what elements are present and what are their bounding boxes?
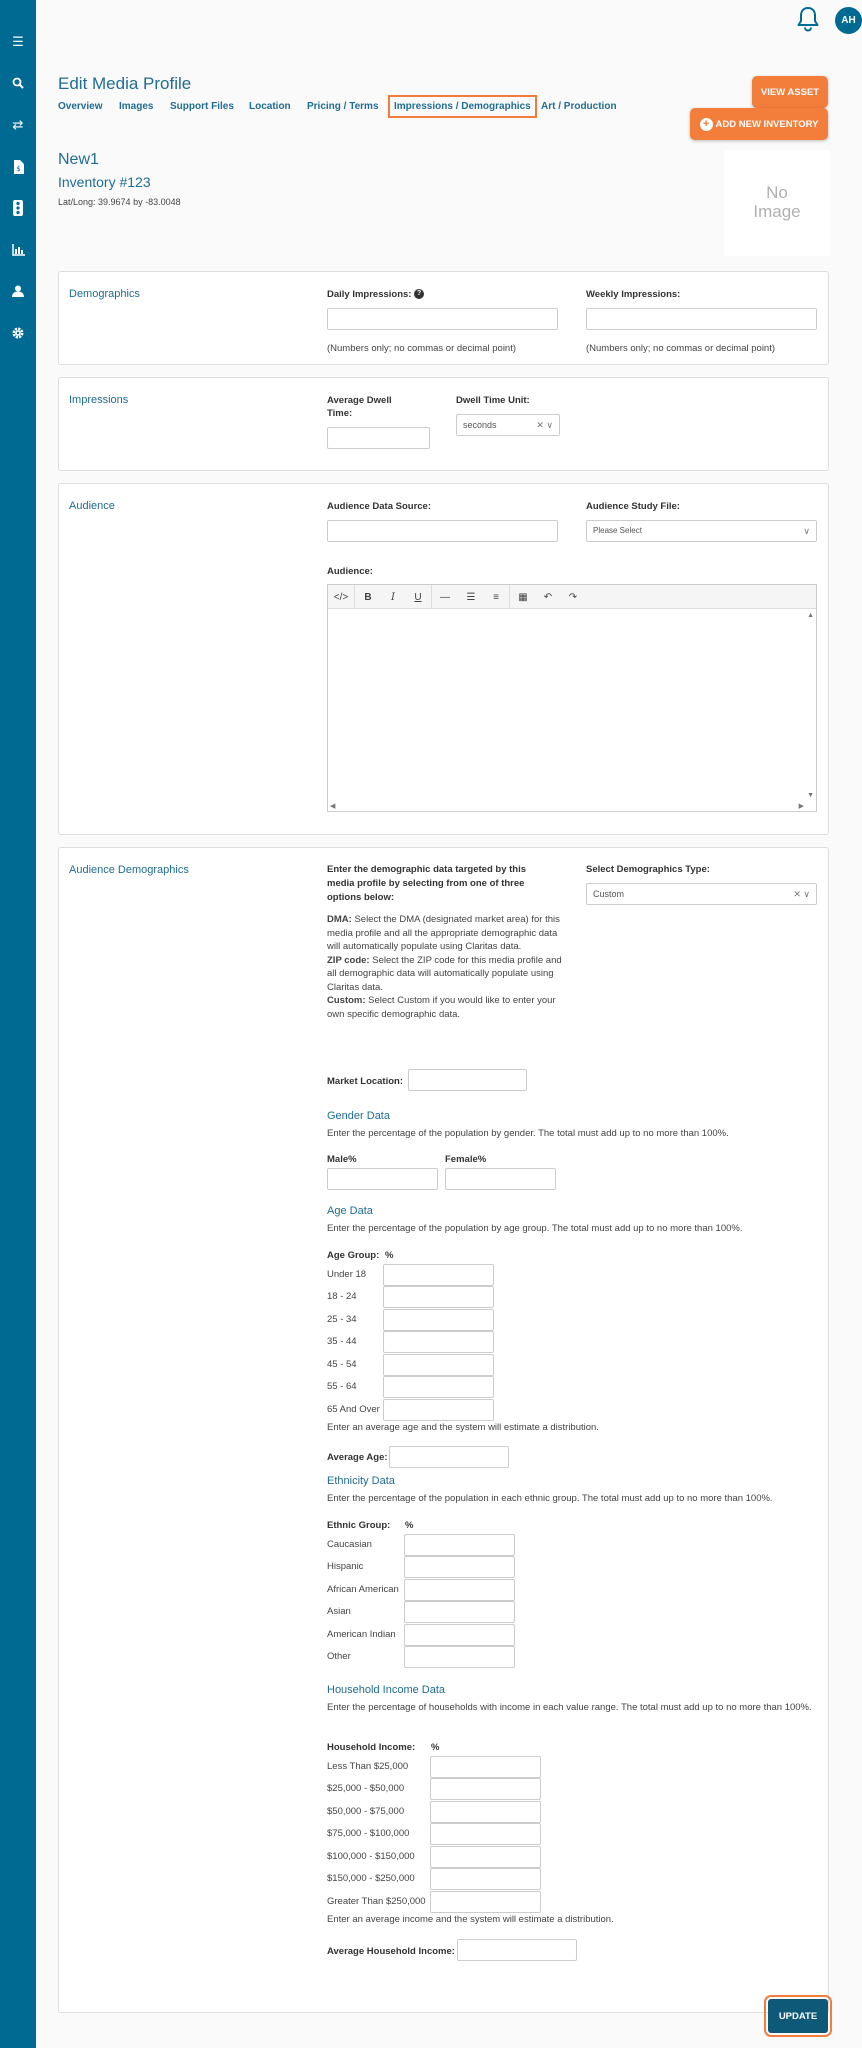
audience-demographics-panel <box>58 847 829 2013</box>
code-view-icon[interactable]: </> <box>333 591 349 603</box>
italic-icon[interactable]: I <box>391 591 395 603</box>
clear-chevron-down-icon[interactable]: ✕ ∨ <box>536 420 553 430</box>
chart-icon[interactable] <box>0 239 36 261</box>
audience-source-label: Audience Data Source: <box>327 501 431 512</box>
ethnic-other-input[interactable] <box>404 1646 515 1668</box>
ethnic-caucasian-input[interactable] <box>404 1534 515 1556</box>
dma-text: Select the DMA (designated market area) for this media profile and all the appropriate demographic data will automatically populate using Claritas data. <box>327 914 560 952</box>
zip-term: ZIP code: <box>327 954 370 966</box>
audience-editor[interactable] <box>327 584 817 812</box>
search-icon[interactable] <box>0 72 36 94</box>
income-150k-250k-input[interactable] <box>430 1868 541 1890</box>
impressions-title: Impressions <box>69 394 129 406</box>
gear-icon[interactable] <box>0 322 36 344</box>
horizontal-rule-icon[interactable]: — <box>440 591 450 603</box>
audience-study-value: Please Select <box>593 526 642 535</box>
tab-images[interactable]: Images <box>119 101 154 112</box>
income-row-label: $25,000 - $50,000 <box>327 1783 405 1794</box>
age-group-label: Age Group: <box>327 1250 380 1261</box>
ethnic-hispanic-input[interactable] <box>404 1556 515 1578</box>
age-25-34-input[interactable] <box>383 1309 494 1331</box>
demographics-panel <box>58 271 829 365</box>
zip-text: Select the ZIP code for this media profile and all demographic data will automatically populate using Claritas data. <box>327 954 562 993</box>
svg-text:$: $ <box>15 165 21 173</box>
user-icon[interactable] <box>0 280 36 302</box>
scroll-left-icon[interactable]: ◀ <box>330 803 336 810</box>
tab-impressions-demographics[interactable]: Impressions / Demographics <box>394 101 531 112</box>
dwell-unit-label: Dwell Time Unit: <box>456 395 530 406</box>
age-row-label: 35 - 44 <box>327 1336 357 1347</box>
ethnic-row-label: American Indian <box>327 1629 396 1640</box>
tab-pricing-terms[interactable]: Pricing / Terms <box>307 101 379 112</box>
age-data-desc: Enter the percentage of the population by age group. The total must add up to no more than 100%. <box>327 1223 743 1234</box>
gender-data-title: Gender Data <box>327 1110 390 1122</box>
exchange-icon[interactable]: ⇄ <box>12 117 24 132</box>
no-image-placeholder <box>724 150 830 256</box>
weekly-impressions-input[interactable] <box>586 308 817 330</box>
income-100k-150k-input[interactable] <box>430 1846 541 1868</box>
income-row-label: $75,000 - $100,000 <box>327 1828 410 1839</box>
ethnic-american-indian-input[interactable] <box>404 1624 515 1646</box>
income-75k-100k-input[interactable] <box>430 1823 541 1845</box>
age-avg-hint: Enter an average age and the system will estimate a distribution. <box>327 1422 599 1433</box>
market-location-input[interactable] <box>408 1069 527 1091</box>
weekly-impressions-hint: (Numbers only; no commas or decimal point) <box>586 343 776 354</box>
age-18-24-input[interactable] <box>383 1286 494 1308</box>
avatar[interactable]: AH <box>835 7 862 34</box>
plus-circle-icon: + <box>700 118 713 131</box>
tab-art-production[interactable]: Art / Production <box>541 101 617 112</box>
ethnic-percent-label: % <box>405 1520 414 1531</box>
household-income-label: Household Income: <box>327 1742 416 1753</box>
income-percent-label: % <box>431 1742 440 1753</box>
income-gt-250k-input[interactable] <box>430 1891 541 1913</box>
age-under-18-input[interactable] <box>383 1264 494 1286</box>
tab-location[interactable]: Location <box>249 101 291 112</box>
demographics-intro: Enter the demographic data targeted by this media profile by selecting from one of three options below: <box>327 864 527 903</box>
demographics-type-value: Custom <box>593 889 625 899</box>
chevron-down-icon[interactable]: ∨ <box>803 526 810 536</box>
weekly-impressions-label: Weekly Impressions: <box>586 289 681 300</box>
bold-icon[interactable]: B <box>364 591 372 603</box>
update-button[interactable] <box>768 1999 828 2033</box>
average-income-label: Average Household Income: <box>327 1946 455 1957</box>
scroll-right-icon[interactable]: ▶ <box>798 803 804 810</box>
average-age-input[interactable] <box>389 1446 509 1468</box>
dwell-time-input[interactable] <box>327 427 430 449</box>
update-label: UPDATE <box>778 2010 818 2022</box>
toolbar-divider <box>431 585 432 609</box>
scroll-down-icon[interactable]: ▼ <box>807 792 814 799</box>
dwell-unit-select[interactable] <box>456 414 560 436</box>
custom-text: Select Custom if you would like to enter your own specific demographic data. <box>327 995 556 1020</box>
age-row-label: Under 18 <box>327 1269 367 1280</box>
impressions-panel <box>58 377 829 471</box>
income-row-label: $50,000 - $75,000 <box>327 1806 405 1817</box>
audience-study-label: Audience Study File: <box>586 501 680 512</box>
male-input[interactable] <box>327 1168 438 1190</box>
table-icon[interactable]: ▦ <box>518 591 528 603</box>
age-row-label: 55 - 64 <box>327 1381 357 1392</box>
scroll-up-icon[interactable]: ▲ <box>807 612 814 619</box>
asset-name: New1 <box>58 151 99 168</box>
daily-impressions-hint: (Numbers only; no commas or decimal point) <box>327 343 517 354</box>
demographics-options <box>327 913 562 1021</box>
gender-data-desc: Enter the percentage of the population by gender. The total must add up to no more than 100%. <box>327 1128 729 1139</box>
topbar <box>36 0 856 40</box>
demographics-type-label: Select Demographics Type: <box>586 864 710 875</box>
audience-source-input[interactable] <box>327 520 558 542</box>
income-row-label: $100,000 - $150,000 <box>327 1851 415 1862</box>
age-45-54-input[interactable] <box>383 1354 494 1376</box>
ethnic-row-label: African American <box>327 1584 399 1595</box>
toolbar-divider <box>509 585 510 609</box>
clear-chevron-down-icon[interactable]: ✕ ∨ <box>793 889 810 899</box>
editor-toolbar <box>328 585 816 609</box>
no-image-text: No Image <box>753 183 801 221</box>
underline-icon[interactable]: U <box>414 591 422 603</box>
daily-impressions-text: Daily Impressions: <box>327 289 412 300</box>
income-data-title: Household Income Data <box>327 1684 446 1696</box>
add-new-inventory-label: ADD NEW INVENTORY <box>715 118 819 130</box>
average-income-input[interactable] <box>457 1939 577 1961</box>
age-row-label: 45 - 54 <box>327 1359 357 1370</box>
age-data-title: Age Data <box>327 1205 373 1217</box>
tab-support-files[interactable]: Support Files <box>170 101 234 112</box>
tab-overview[interactable]: Overview <box>58 101 103 112</box>
age-65-over-input[interactable] <box>383 1399 494 1421</box>
ethnic-row-label: Hispanic <box>327 1561 364 1572</box>
redo-icon[interactable]: ↷ <box>568 591 578 603</box>
traffic-light-icon[interactable] <box>0 197 36 219</box>
income-row-label: Less Than $25,000 <box>327 1761 409 1772</box>
market-location-label: Market Location: <box>327 1076 404 1087</box>
dwell-unit-value: seconds <box>463 420 497 430</box>
ethnicity-data-desc: Enter the percentage of the population in each ethnic group. The total must add up to no more than 100%. <box>327 1493 773 1504</box>
audience-demographics-title: Audience Demographics <box>69 864 189 876</box>
male-label: Male% <box>327 1154 357 1165</box>
invoice-icon[interactable] <box>0 156 36 178</box>
income-50k-75k-input[interactable] <box>430 1801 541 1823</box>
audience-title: Audience <box>69 500 115 512</box>
view-asset-label: VIEW ASSET <box>760 86 820 98</box>
ethnic-asian-input[interactable] <box>404 1601 515 1623</box>
ethnic-row-label: Asian <box>327 1606 351 1617</box>
ethnic-row-label: Other <box>327 1651 351 1662</box>
income-avg-hint: Enter an average income and the system will estimate a distribution. <box>327 1914 614 1925</box>
sidebar <box>0 0 36 2048</box>
female-label: Female% <box>445 1154 487 1165</box>
income-data-desc: Enter the percentage of households with income in each value range. The total must add up to no more than 100%. <box>327 1702 812 1713</box>
age-row-label: 65 And Over <box>327 1404 380 1415</box>
audience-study-select[interactable] <box>586 520 817 542</box>
daily-impressions-input[interactable] <box>327 308 558 330</box>
age-percent-label: % <box>385 1250 394 1261</box>
menu-icon[interactable]: ☰ <box>12 34 24 49</box>
daily-impressions-label <box>327 288 424 301</box>
bell-icon[interactable] <box>796 6 820 32</box>
inventory-number: Inventory #123 <box>58 174 151 190</box>
income-row-label: Greater Than $250,000 <box>327 1896 426 1907</box>
income-lt-25k-input[interactable] <box>430 1756 541 1778</box>
audience-panel <box>58 483 829 835</box>
age-row-label: 18 - 24 <box>327 1291 357 1302</box>
ethnic-group-label: Ethnic Group: <box>327 1520 391 1531</box>
undo-icon[interactable]: ↶ <box>543 591 553 603</box>
ethnic-african-american-input[interactable] <box>404 1579 515 1601</box>
dma-term: DMA: <box>327 914 352 925</box>
dwell-time-label: Average Dwell Time: <box>327 395 392 419</box>
age-row-label: 25 - 34 <box>327 1314 357 1325</box>
bullet-list-icon[interactable]: ☰ <box>466 591 476 603</box>
female-input[interactable] <box>445 1168 556 1190</box>
custom-term: Custom: <box>327 995 366 1006</box>
help-icon[interactable]: ? <box>414 289 424 299</box>
add-new-inventory-button[interactable] <box>690 108 828 140</box>
page-title: Edit Media Profile <box>58 74 192 93</box>
age-55-64-input[interactable] <box>383 1376 494 1398</box>
demographics-title: Demographics <box>69 288 140 300</box>
numbered-list-icon[interactable]: ≡ <box>493 591 499 603</box>
view-asset-button[interactable] <box>752 76 828 108</box>
average-age-label: Average Age: <box>327 1452 388 1463</box>
lat-long: Lat/Long: 39.9674 by -83.0048 <box>58 197 181 207</box>
income-row-label: $150,000 - $250,000 <box>327 1873 415 1884</box>
ethnicity-data-title: Ethnicity Data <box>327 1475 395 1487</box>
demographics-type-select[interactable] <box>586 883 817 905</box>
ethnic-row-label: Caucasian <box>327 1539 372 1550</box>
age-35-44-input[interactable] <box>383 1331 494 1353</box>
income-25k-50k-input[interactable] <box>430 1778 541 1800</box>
toolbar-divider <box>354 585 355 609</box>
audience-editor-label: Audience: <box>327 566 373 577</box>
